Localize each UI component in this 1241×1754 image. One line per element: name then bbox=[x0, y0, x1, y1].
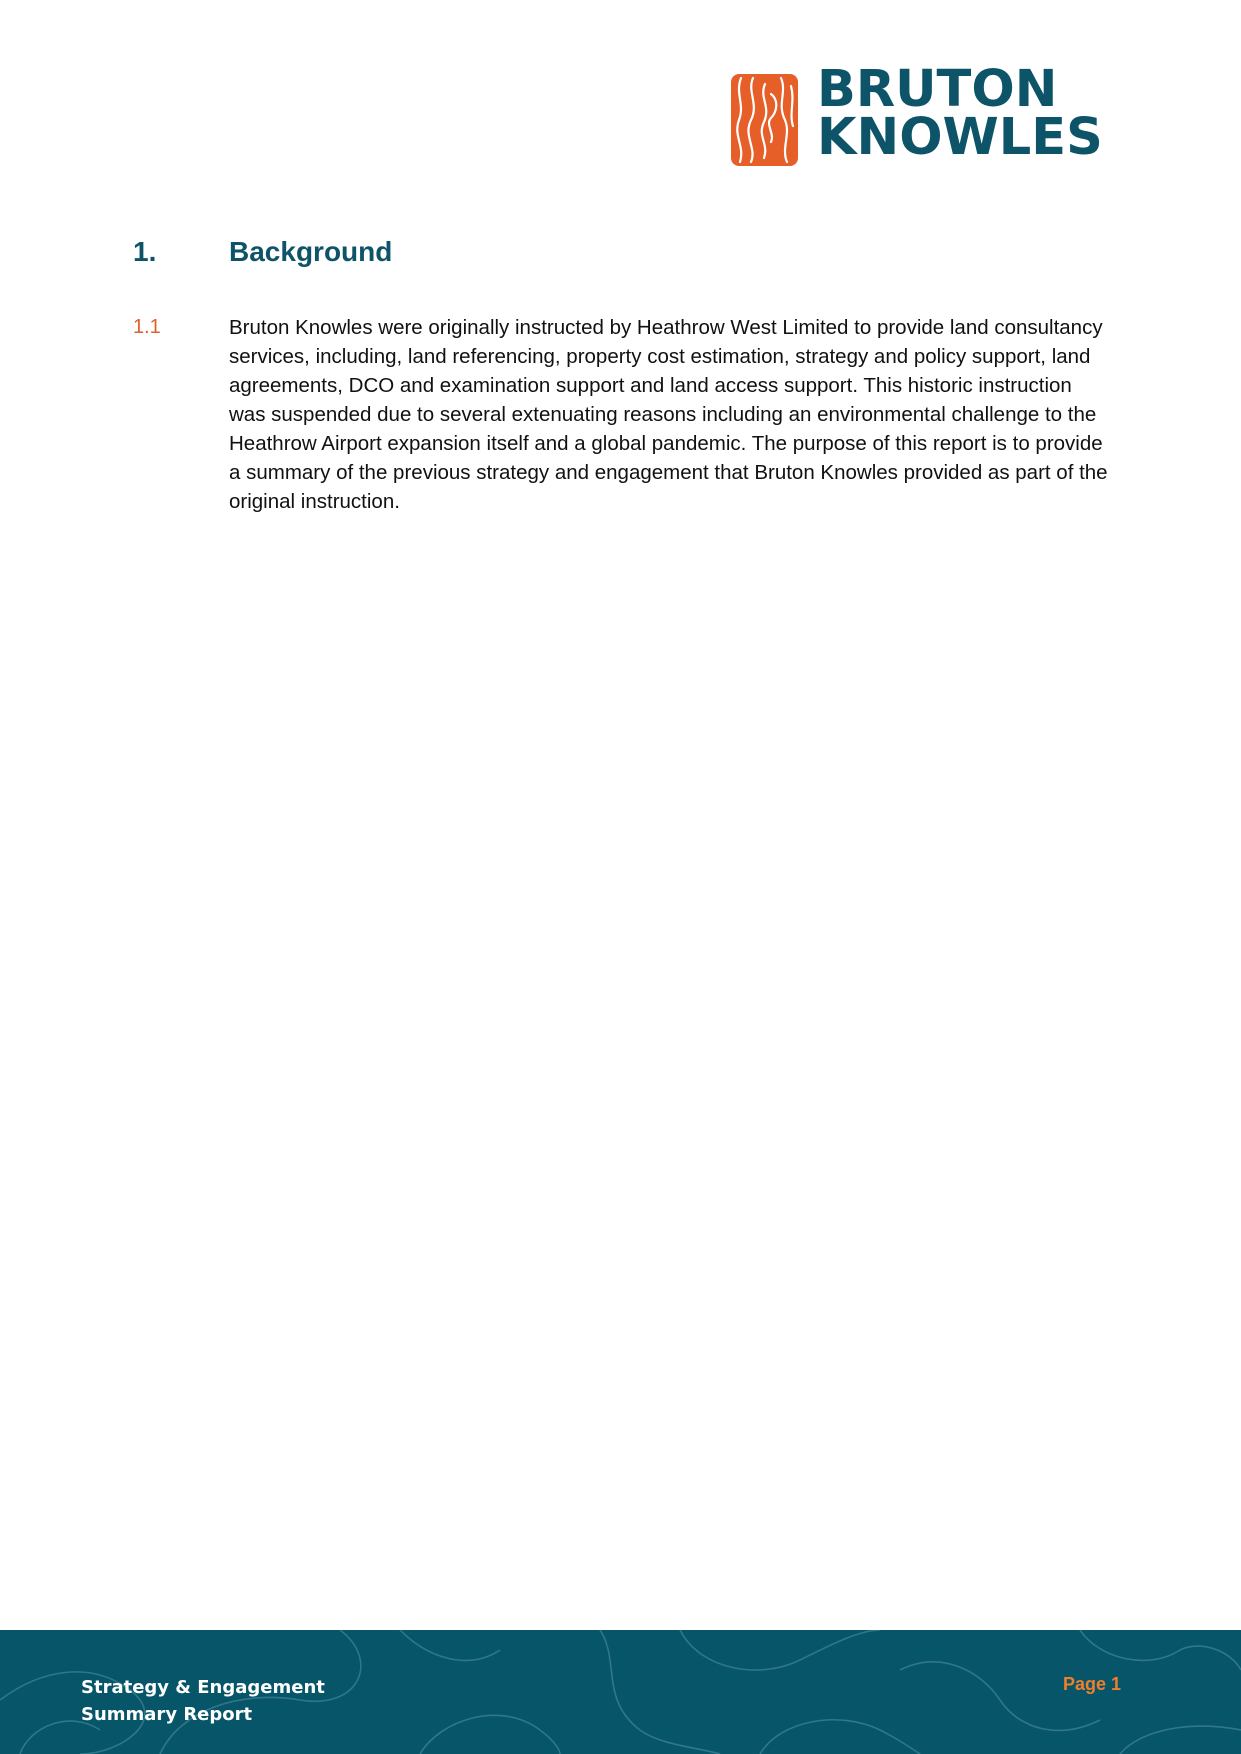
logo-line-2: KNOWLES bbox=[817, 108, 1103, 167]
report-title bbox=[81, 1674, 325, 1728]
paragraph-number: 1.1 bbox=[133, 316, 161, 338]
section-title: Background bbox=[229, 236, 393, 267]
logo-mark-icon bbox=[731, 74, 798, 166]
logo-line-1: BRUTON bbox=[817, 60, 1058, 119]
logo-wordmark bbox=[817, 60, 1103, 167]
report-title-line-1: Strategy & Engagement bbox=[81, 1677, 325, 1698]
company-logo bbox=[731, 60, 1123, 168]
report-title-line-2: Summary Report bbox=[81, 1704, 253, 1725]
paragraph-text: Bruton Knowles were originally instructed by Heathrow West Limited to provide land consultancy services, including, land referencing, property cost estimation, strategy and policy support, land agreements, DCO and examination support and land access support. This historic instruction was suspended due to several extenuating reasons including an environmental challenge to the Heathrow Airport expansion itself and a global pandemic. The purpose of this report is to provide a summary of the previous strategy and engagement that Bruton Knowles provided as part of the original instruction. bbox=[229, 316, 1108, 513]
section-number: 1. bbox=[133, 236, 157, 267]
page-footer bbox=[0, 1630, 1241, 1754]
page-number: Page 1 bbox=[1062, 1674, 1121, 1694]
